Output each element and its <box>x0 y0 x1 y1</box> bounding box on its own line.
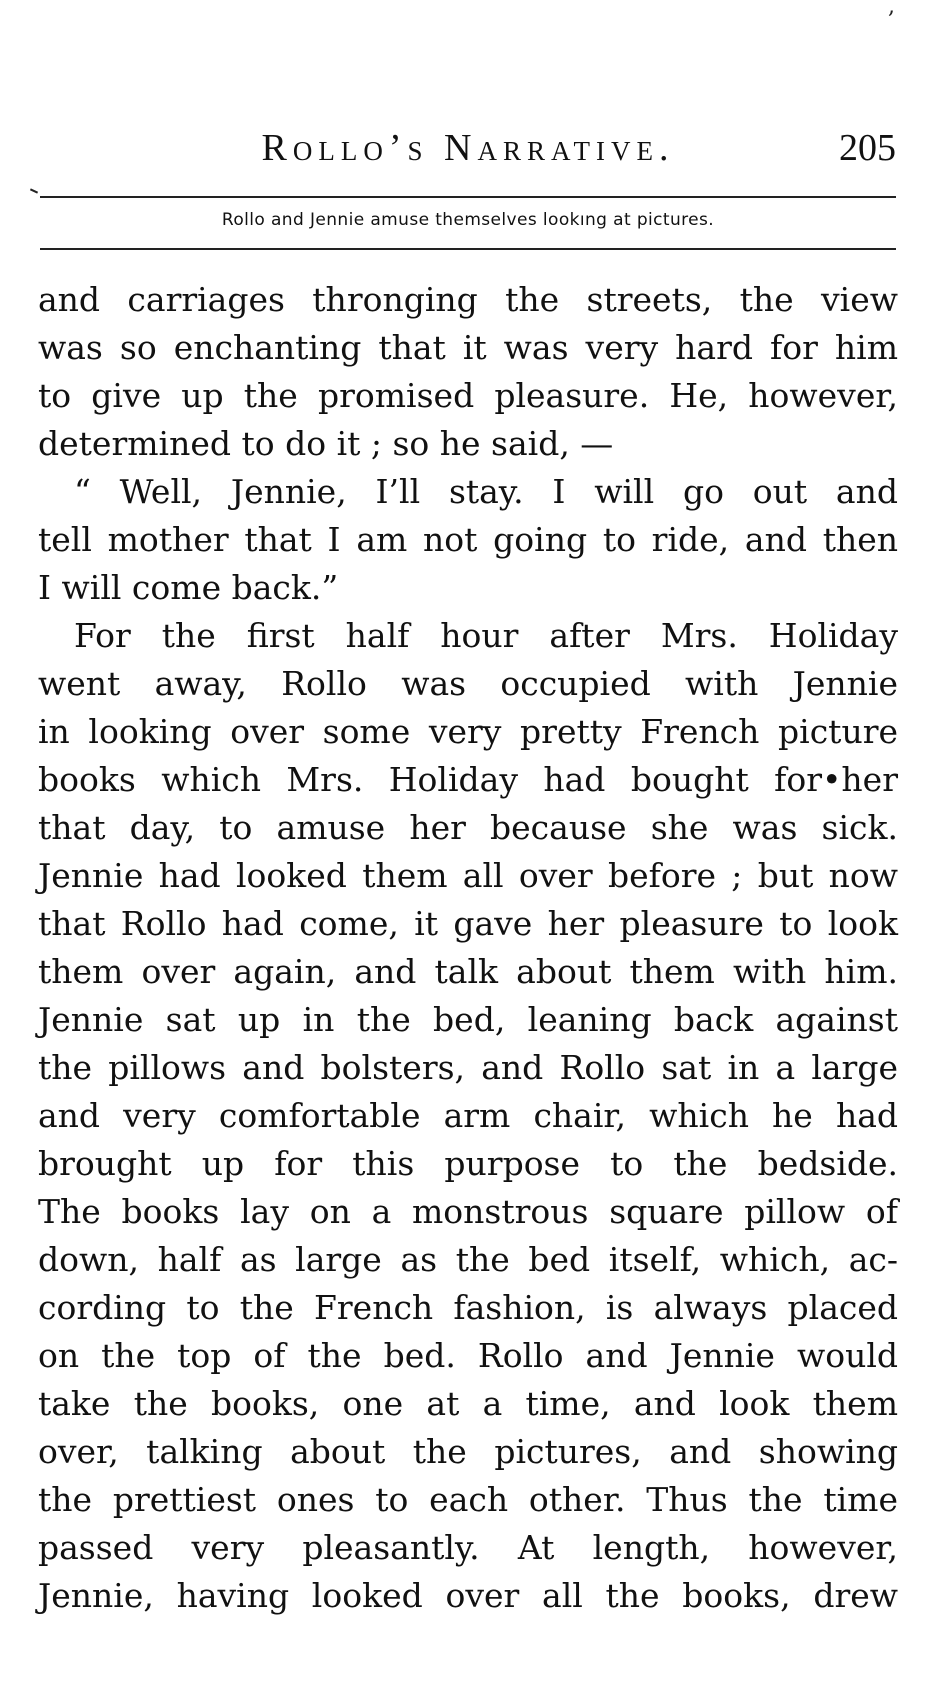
text-line: take the books, one at a time, and look them <box>38 1384 898 1423</box>
text-line: them over again, and talk about them with him. <box>38 952 898 991</box>
text-line: that Rollo had come, it gave her pleasure to look <box>38 904 898 943</box>
text-line: Jennie had looked them all over before ; but now <box>38 856 898 895</box>
text-line: determined to do it ; so he said, — <box>38 424 614 463</box>
body-text <box>38 276 898 1620</box>
text-line: brought up for this purpose to the bedside. <box>38 1144 898 1183</box>
text-line: went away, Rollo was occupied with Jennie <box>38 664 898 703</box>
text-line: and carriages thronging the streets, the view <box>38 280 898 319</box>
text-line: Jennie sat up in the bed, leaning back against <box>38 1000 898 1039</box>
text-line: The books lay on a monstrous square pillow of <box>38 1192 898 1231</box>
text-line: that day, to amuse her because she was sick. <box>38 808 898 847</box>
chapter-subhead: Rollo and Jennie amuse themselves lookıng at pictures. <box>221 210 715 230</box>
rule-tick <box>30 188 38 193</box>
text-line: cording to the French fashion, is always placed <box>38 1288 898 1327</box>
running-title: Rollo’s Narrative. <box>261 127 675 169</box>
corner-mark: , <box>888 0 895 19</box>
text-line: “ Well, Jennie, I’ll stay. I will go out and <box>74 472 898 511</box>
text-line: tell mother that I am not going to ride, and then <box>38 520 898 559</box>
text-line: down, half as large as the bed itself, which, ac- <box>38 1240 898 1279</box>
running-head <box>40 124 896 172</box>
text-line: in looking over some very pretty French picture <box>38 712 898 751</box>
text-line: Jennie, having looked over all the books, drew <box>38 1576 898 1615</box>
page-number: 205 <box>839 127 896 169</box>
text-line: over, talking about the pictures, and showing <box>38 1432 898 1471</box>
text-line: was so enchanting that it was very hard for him <box>38 328 898 367</box>
text-line: the pillows and bolsters, and Rollo sat in a large <box>38 1048 898 1087</box>
text-line: the prettiest ones to each other. Thus the time <box>38 1480 898 1519</box>
text-line: to give up the promised pleasure. He, however, <box>38 376 898 415</box>
header-rule-top <box>40 196 896 198</box>
text-line: and very comfortable arm chair, which he had <box>38 1096 898 1135</box>
text-line: on the top of the bed. Rollo and Jennie would <box>38 1336 898 1375</box>
text-line: I will come back.” <box>38 568 339 607</box>
text-line: passed very pleasantly. At length, however, <box>38 1528 898 1567</box>
text-line: books which Mrs. Holiday had bought for•her <box>38 760 898 799</box>
header-rule-bottom <box>40 248 896 250</box>
text-line: For the first half hour after Mrs. Holiday <box>74 616 898 655</box>
